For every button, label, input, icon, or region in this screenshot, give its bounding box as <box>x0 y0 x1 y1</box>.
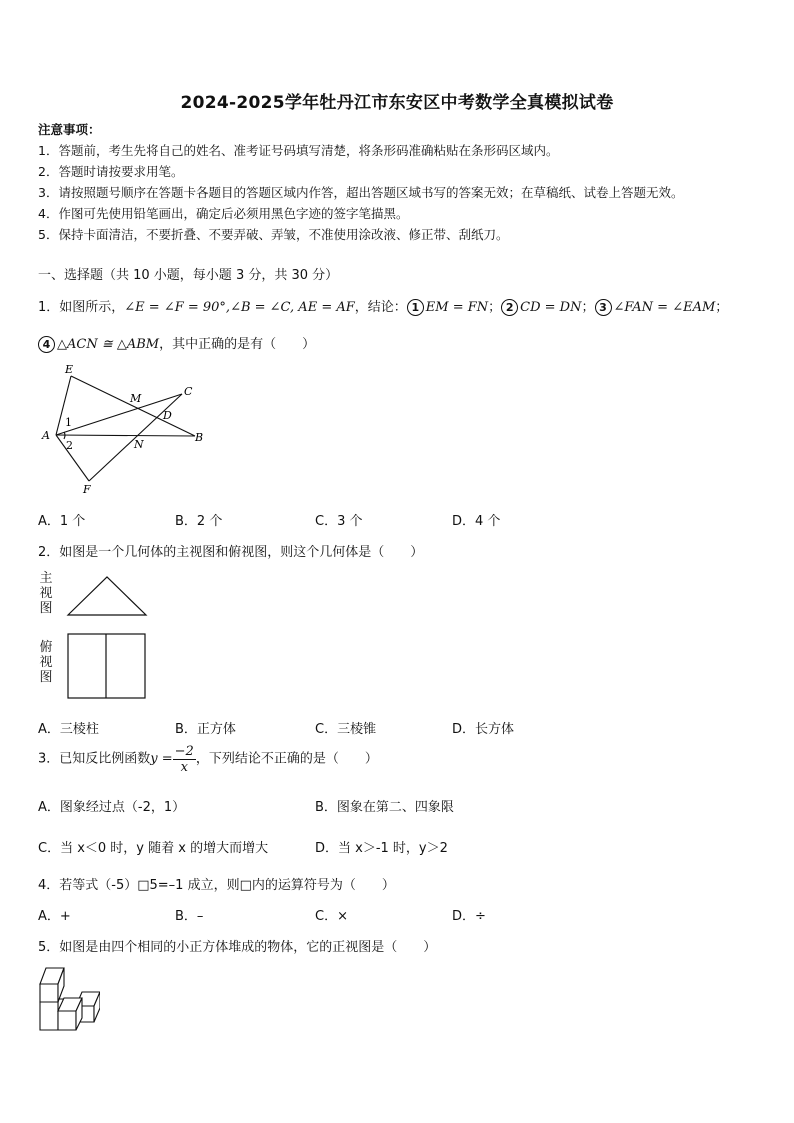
q2-option-b[interactable]: B．正方体 <box>175 722 236 737</box>
q1-option-d[interactable]: D．4 个 <box>452 514 501 529</box>
line-ab <box>56 435 195 436</box>
q1-separator: ； <box>488 300 502 315</box>
q1-geometry-figure <box>30 360 220 500</box>
label-f: F <box>83 483 91 496</box>
q3-function-y: y = <box>150 751 173 767</box>
label-b: B <box>195 431 204 444</box>
label-e: E <box>65 363 74 376</box>
q3-suffix: ，下列结论不正确的是（ ） <box>195 751 378 767</box>
q4-option-c[interactable]: C．× <box>315 909 348 924</box>
q1-option-a[interactable]: A．1 个 <box>38 514 86 529</box>
note-item-4: 4．作图可先使用铅笔画出，确定后必须用黑色字迹的签字笔描黑。 <box>38 206 409 221</box>
label-d: D <box>163 409 172 422</box>
q1-mid: ，结论： <box>354 300 407 315</box>
question-5: 5．如图是由四个相同的小正方体堆成的物体，它的正视图是（ ） <box>38 940 437 955</box>
front-view-label: 主视图 <box>39 571 53 616</box>
note-item-5: 5．保持卡面清洁，不要折叠、不要弄破、弄皱，不准使用涂改液、修正带、刮纸刀。 <box>38 227 509 242</box>
q3-option-c[interactable]: C．当 x＜0 时，y 随着 x 的增大而增大 <box>38 841 269 856</box>
q3-option-d[interactable]: D．当 x＞-1 时，y＞2 <box>315 841 448 856</box>
q1-prefix: 1．如图所示， <box>38 300 125 315</box>
page-title: 2024-2025学年牡丹江市东安区中考数学全真模拟试卷 <box>180 93 614 113</box>
q3-numerator: −2 <box>174 744 194 759</box>
question-3 <box>38 744 378 775</box>
q3-option-b[interactable]: B．图象在第二、四象限 <box>315 800 454 815</box>
circled-number-1: 1 <box>407 299 424 316</box>
circled-number-4: 4 <box>38 336 55 353</box>
label-angle-1: 1 <box>65 416 72 429</box>
label-c: C <box>184 385 193 398</box>
q1-conclusion-2: CD = DN <box>520 300 582 315</box>
q3-option-a[interactable]: A．图象经过点（-2，1） <box>38 800 186 815</box>
note-item-2: 2．答题时请按要求用笔。 <box>38 164 184 179</box>
q2-option-a[interactable]: A．三棱柱 <box>38 722 99 737</box>
q1-conclusion-3: ∠FAN = ∠EAM <box>613 300 716 315</box>
note-item-3: 3．请按照题号顺序在答题卡各题目的答题区域内作答，超出答题区域书写的答案无效；在草稿纸、试卷上答题无效。 <box>38 185 684 200</box>
circled-number-3: 3 <box>595 299 612 316</box>
q2-option-d[interactable]: D．长方体 <box>452 722 515 737</box>
label-angle-2: 2 <box>66 439 73 452</box>
circled-number-2: 2 <box>501 299 518 316</box>
q2-option-c[interactable]: C．三棱锥 <box>315 722 377 737</box>
q3-denominator: x <box>180 760 188 775</box>
q1-suffix: ，其中正确的是有（ ） <box>159 337 316 352</box>
question-4: 4．若等式（-5）□5=–1 成立，则□内的运算符号为（ ） <box>38 878 395 893</box>
q3-fraction <box>173 744 196 775</box>
question-1 <box>38 296 728 316</box>
q1-option-b[interactable]: B．2 个 <box>175 514 223 529</box>
q4-option-b[interactable]: B．– <box>175 909 204 924</box>
front-view-triangle <box>66 575 148 617</box>
q1-separator: ； <box>715 300 729 315</box>
notes-heading: 注意事项： <box>38 122 101 137</box>
q1-option-c[interactable]: C．3 个 <box>315 514 363 529</box>
question-1-line-2 <box>38 333 315 353</box>
q4-option-a[interactable]: A．+ <box>38 909 71 924</box>
label-m: M <box>130 392 142 405</box>
q4-option-d[interactable]: D．÷ <box>452 909 486 924</box>
stacked-cubes-figure <box>36 964 100 1034</box>
section-heading: 一、选择题（共 10 小题，每小题 3 分，共 30 分） <box>38 268 339 283</box>
line-eb <box>71 376 195 436</box>
label-n: N <box>134 438 144 451</box>
question-2: 2．如图是一个几何体的主视图和俯视图，则这个几何体是（ ） <box>38 545 424 560</box>
label-a: A <box>42 429 50 442</box>
q1-condition: ∠E = ∠F = 90°,∠B = ∠C, AE = AF <box>124 300 355 315</box>
top-view-rectangle <box>66 632 148 700</box>
q1-conclusion-1: EM = FN <box>425 300 489 315</box>
q1-conclusion-4: △ACN ≅ △ABM <box>57 337 160 352</box>
q1-separator: ； <box>581 300 595 315</box>
note-item-1: 1．答题前，考生先将自己的姓名、准考证号码填写清楚，将条形码准确粘贴在条形码区域内。 <box>38 143 559 158</box>
top-view-label: 俯视图 <box>39 640 53 685</box>
q3-prefix: 3．已知反比例函数 <box>38 751 151 767</box>
